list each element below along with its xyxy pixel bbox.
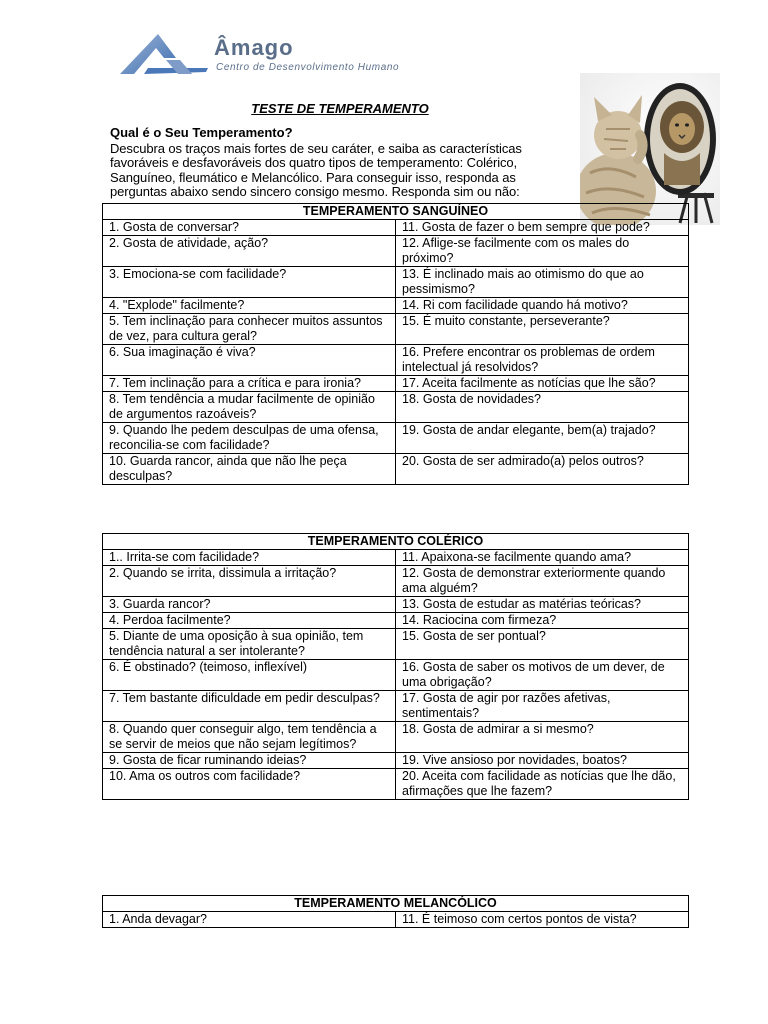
question-cell-right: 13. Gosta de estudar as matérias teóricas?: [396, 597, 689, 613]
table-row: [103, 298, 689, 314]
table-row: [103, 566, 689, 597]
question-cell-right: 18. Gosta de novidades?: [396, 392, 689, 423]
question-cell-left: 7. Tem inclinação para a crítica e para ironia?: [103, 376, 396, 392]
table-row: [103, 769, 689, 800]
question-cell-right: 14. Raciocina com firmeza?: [396, 613, 689, 629]
table-row: [103, 236, 689, 267]
question-cell-left: 3. Emociona-se com facilidade?: [103, 267, 396, 298]
table-row: [103, 314, 689, 345]
question-cell-right: 16. Gosta de saber os motivos de um dever, de uma obrigação?: [396, 660, 689, 691]
table-row: [103, 691, 689, 722]
question-cell-left: 4. "Explode" facilmente?: [103, 298, 396, 314]
question-cell-right: 11. Apaixona-se facilmente quando ama?: [396, 550, 689, 566]
question-cell-left: 6. É obstinado? (teimoso, inflexível): [103, 660, 396, 691]
logo-name: Âmago: [214, 35, 294, 60]
question-cell-left: 2. Gosta de atividade, ação?: [103, 236, 396, 267]
question-cell-left: 8. Quando quer conseguir algo, tem tendência a se servir de meios que não sejam legítimos?: [103, 722, 396, 753]
question-cell-right: 17. Aceita facilmente as notícias que lhe são?: [396, 376, 689, 392]
question-cell-right: 19. Vive ansioso por novidades, boatos?: [396, 753, 689, 769]
question-cell-left: 8. Tem tendência a mudar facilmente de opinião de argumentos razoáveis?: [103, 392, 396, 423]
question-cell-right: 16. Prefere encontrar os problemas de ordem intelectual já resolvidos?: [396, 345, 689, 376]
document-title: TESTE DE TEMPERAMENTO: [251, 101, 429, 116]
temperament-table-colerico: [102, 533, 689, 800]
logo: [118, 30, 448, 80]
question-cell-left: 2. Quando se irrita, dissimula a irritação?: [103, 566, 396, 597]
question-cell-right: 15. É muito constante, perseverante?: [396, 314, 689, 345]
table-header: TEMPERAMENTO SANGUÍNEO: [103, 204, 689, 220]
question-cell-right: 15. Gosta de ser pontual?: [396, 629, 689, 660]
table-row: [103, 267, 689, 298]
intro-section: [110, 126, 580, 200]
table-row: [103, 376, 689, 392]
table-row: [103, 722, 689, 753]
table-row: [103, 392, 689, 423]
table-row: [103, 629, 689, 660]
question-cell-left: 10. Guarda rancor, ainda que não lhe peça desculpas?: [103, 454, 396, 485]
table-row: [103, 345, 689, 376]
question-cell-left: 1. Gosta de conversar?: [103, 220, 396, 236]
question-cell-left: 5. Diante de uma oposição à sua opinião, tem tendência natural a ser intolerante?: [103, 629, 396, 660]
question-cell-left: 10. Ama os outros com facilidade?: [103, 769, 396, 800]
table-row: [103, 660, 689, 691]
table-row: [103, 597, 689, 613]
question-cell-right: 11. É teimoso com certos pontos de vista?: [396, 912, 689, 928]
temperament-table-sanguineo: [102, 203, 689, 485]
question-cell-left: 3. Guarda rancor?: [103, 597, 396, 613]
question-cell-right: 12. Aflige-se facilmente com os males do próximo?: [396, 236, 689, 267]
table-row: [103, 912, 689, 928]
question-cell-left: 6. Sua imaginação é viva?: [103, 345, 396, 376]
table-row: [103, 423, 689, 454]
table-row: [103, 613, 689, 629]
intro-question: Qual é o Seu Temperamento?: [110, 125, 293, 140]
table-row: [103, 550, 689, 566]
question-cell-right: 20. Aceita com facilidade as notícias que lhe dão, afirmações que lhe fazem?: [396, 769, 689, 800]
question-cell-right: 14. Ri com facilidade quando há motivo?: [396, 298, 689, 314]
table-row: [103, 753, 689, 769]
table-header: TEMPERAMENTO COLÉRICO: [103, 534, 689, 550]
table-row: [103, 220, 689, 236]
question-cell-left: 9. Quando lhe pedem desculpas de uma ofensa, reconcilia-se com facilidade?: [103, 423, 396, 454]
question-cell-right: 13. É inclinado mais ao otimismo do que ao pessimismo?: [396, 267, 689, 298]
intro-text: Descubra os traços mais fortes de seu caráter, e saiba as características favoráveis e desfavoráveis dos quatro tipos de temperamento: Colérico, Sanguíneo, fleumático e Melancólico. Para conseguir isso, responda as perguntas abaixo sendo sincero consigo mesmo. Responda sim ou não:: [110, 140, 522, 199]
table-row: [103, 454, 689, 485]
question-cell-left: 5. Tem inclinação para conhecer muitos assuntos de vez, para cultura geral?: [103, 314, 396, 345]
question-cell-left: 4. Perdoa facilmente?: [103, 613, 396, 629]
question-cell-right: 20. Gosta de ser admirado(a) pelos outros?: [396, 454, 689, 485]
triangle-a-logo-icon: [118, 30, 210, 78]
logo-subtitle: Centro de Desenvolvimento Humano: [216, 62, 400, 73]
temperament-table-melancolico: [102, 895, 689, 928]
question-cell-right: 12. Gosta de demonstrar exteriormente quando ama alguém?: [396, 566, 689, 597]
question-cell-right: 18. Gosta de admirar a si mesmo?: [396, 722, 689, 753]
question-cell-left: 1.. Irrita-se com facilidade?: [103, 550, 396, 566]
question-cell-left: 7. Tem bastante dificuldade em pedir desculpas?: [103, 691, 396, 722]
question-cell-left: 1. Anda devagar?: [103, 912, 396, 928]
question-cell-right: 17. Gosta de agir por razões afetivas, sentimentais?: [396, 691, 689, 722]
question-cell-right: 19. Gosta de andar elegante, bem(a) trajado?: [396, 423, 689, 454]
question-cell-left: 9. Gosta de ficar ruminando ideias?: [103, 753, 396, 769]
question-cell-right: 11. Gosta de fazer o bem sempre que pode?: [396, 220, 689, 236]
table-header: TEMPERAMENTO MELANCÓLICO: [103, 896, 689, 912]
